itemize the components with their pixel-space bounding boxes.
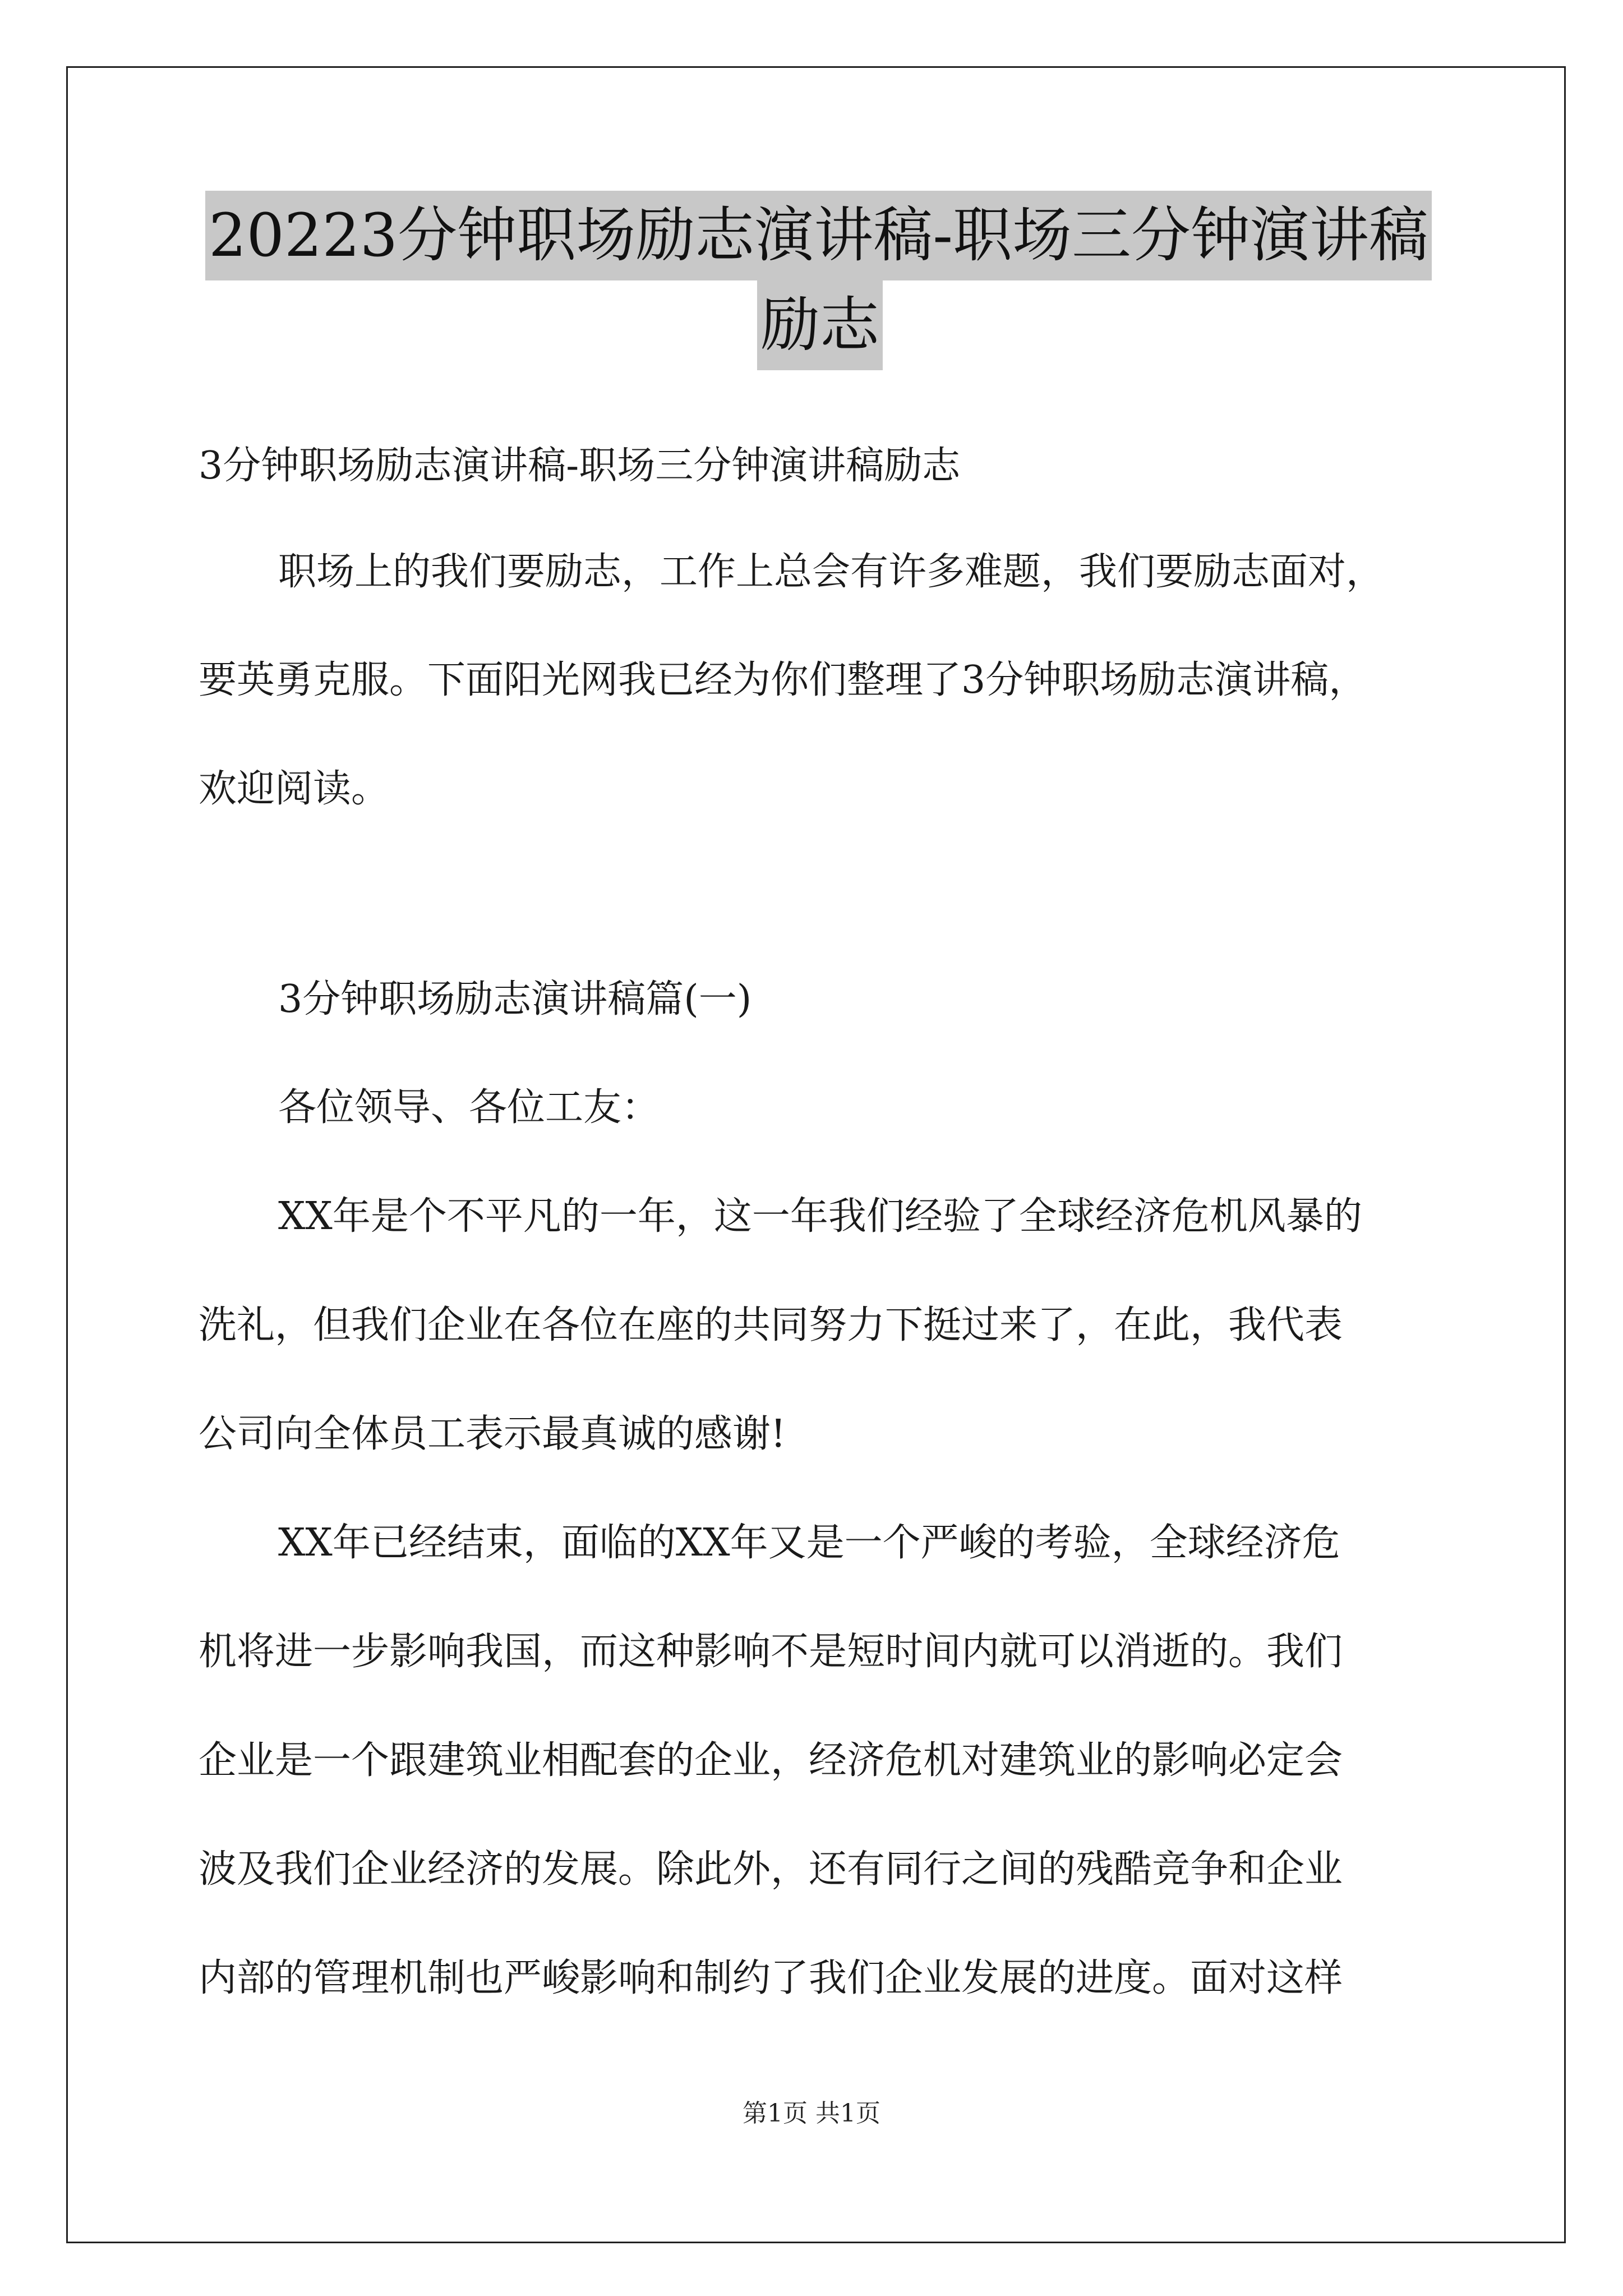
title-line-2: 励志 (757, 280, 883, 370)
paragraph-1-line-1 (199, 547, 1431, 597)
paragraph-3-line-2: 机将进一步影响我国，而这种影响不是短时间内就可以消逝的。我们 (199, 1630, 1343, 1674)
subtitle: 3分钟职场励志演讲稿-职场三分钟演讲稿励志 (199, 444, 961, 488)
paragraph-3-line-1: XX年已经结束，面临的XX年又是一个严峻的考验，全球经济危 (278, 1521, 1340, 1565)
paragraph-2-line-2: 洗礼，但我们企业在各位在座的共同努力下挺过来了，在此，我代表 (199, 1303, 1343, 1347)
paragraph-2-line-3: 公司向全体员工表示最真诚的感谢! (199, 1412, 786, 1456)
section-heading: 3分钟职场励志演讲稿篇(一) (278, 977, 752, 1022)
paragraph-text: 职场上的我们要励志，工作上总会有许多难题，我们要励志面对， (278, 550, 1385, 594)
paragraph-1-line-3: 欢迎阅读。 (199, 767, 390, 811)
greeting: 各位领导、各位工友： (278, 1085, 660, 1130)
paragraph-3-line-3: 企业是一个跟建筑业相配套的企业，经济危机对建筑业的影响必定会 (199, 1738, 1343, 1783)
paragraph-1-line-2: 要英勇克服。下面阳光网我已经为你们整理了3分钟职场励志演讲稿， (199, 658, 1367, 702)
paragraph-3-line-4: 波及我们企业经济的发展。除此外，还有同行之间的残酷竞争和企业 (199, 1847, 1343, 1892)
paragraph-3-line-5: 内部的管理机制也严峻影响和制约了我们企业发展的进度。面对这样 (199, 1956, 1343, 2000)
title-line-1: 20223分钟职场励志演讲稿-职场三分钟演讲稿 (205, 191, 1432, 280)
page-footer: 第1页 共1页 (743, 2099, 880, 2128)
page-border (66, 66, 1566, 2243)
paragraph-2-line-1: XX年是个不平凡的一年，这一年我们经验了全球经济危机风暴的 (278, 1194, 1362, 1239)
